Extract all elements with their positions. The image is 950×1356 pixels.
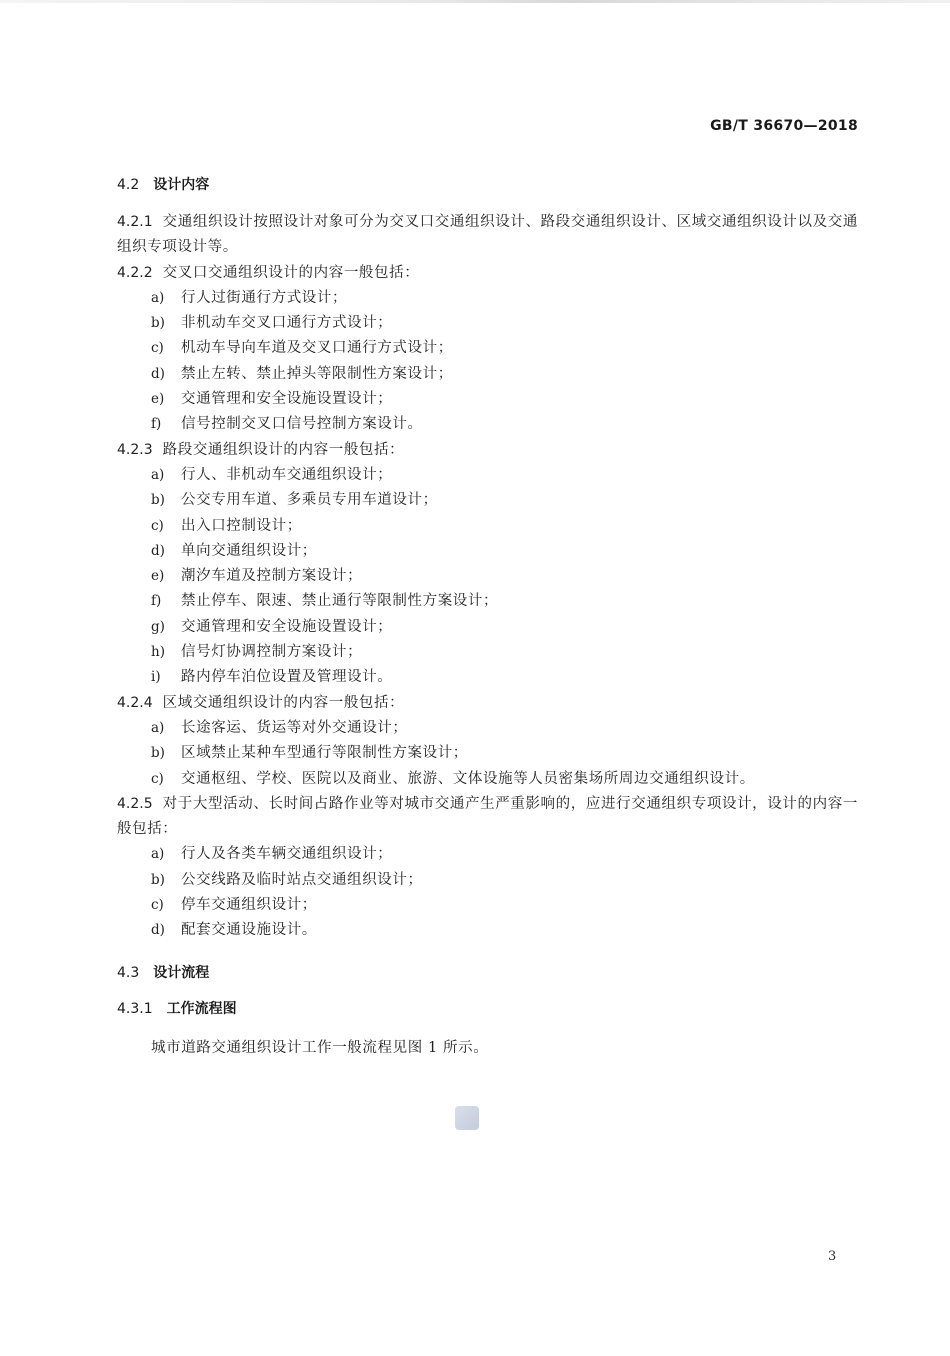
- list-text: 区域禁止某种车型通行等限制性方案设计；: [181, 745, 468, 762]
- list-item: [117, 842, 858, 867]
- list-text: 单向交通组织设计；: [181, 542, 317, 559]
- list-marker: a): [151, 289, 165, 306]
- list-item: [117, 893, 858, 918]
- list-text: 信号灯协调控制方案设计；: [181, 644, 363, 661]
- list-marker: d): [151, 922, 165, 939]
- list-text: 长途客运、货运等对外交通设计；: [181, 719, 408, 736]
- list-item: [117, 716, 858, 741]
- list-item: [117, 741, 858, 766]
- list-marker: d): [151, 542, 165, 559]
- list-item: [117, 336, 858, 361]
- list-text: 交通枢纽、学校、医院以及商业、旅游、文体设施等人员密集场所周边交通组织设计。: [181, 770, 755, 787]
- list-item: [117, 564, 858, 589]
- list-item: [117, 362, 858, 387]
- clause-number: 4.2.2: [117, 264, 153, 281]
- list-text: 潮汐车道及控制方案设计；: [181, 568, 363, 585]
- list-marker: i): [151, 669, 161, 686]
- list-item: [117, 463, 858, 488]
- clause-4-3-1-text: 城市道路交通组织设计工作一般流程见图 1 所示。: [151, 1039, 489, 1056]
- list-item: [117, 868, 858, 893]
- list-text: 禁止左转、禁止掉头等限制性方案设计；: [181, 365, 453, 382]
- list-text: 公交线路及临时站点交通组织设计；: [181, 871, 423, 888]
- clause-text: 交通组织设计按照设计对象可分为交叉口交通组织设计、路段交通组织设计、区域交通组织设计以及交通组织专项设计等。: [117, 214, 858, 256]
- list-item: [117, 918, 858, 943]
- list-marker: d): [151, 365, 165, 382]
- list-text: 禁止停车、限速、禁止通行等限制性方案设计；: [181, 593, 499, 610]
- list-item: [117, 514, 858, 539]
- list-marker: b): [151, 492, 165, 509]
- clause-number: 4.2.3: [117, 441, 153, 458]
- list-marker: g): [151, 618, 165, 635]
- list-marker: a): [151, 719, 165, 736]
- list-text: 信号控制交叉口信号控制方案设计。: [181, 416, 423, 433]
- clause-text: 路段交通组织设计的内容一般包括：: [162, 441, 405, 458]
- list-text: 行人、非机动车交通组织设计；: [181, 466, 393, 483]
- section-heading-4-2: [117, 174, 858, 196]
- scan-edge-shadow: [0, 0, 950, 3]
- list-item: [117, 640, 858, 665]
- page-number: 3: [828, 1249, 837, 1264]
- list-item: [117, 311, 858, 336]
- clause-number: 4.2.1: [117, 214, 153, 230]
- page-content: [117, 174, 858, 1061]
- list-item: [117, 615, 858, 640]
- clause-4-2-1: [117, 210, 858, 261]
- list-text: 公交专用车道、多乘员专用车道设计；: [181, 492, 438, 509]
- list-marker: c): [151, 770, 164, 787]
- list-marker: c): [151, 897, 164, 914]
- section-heading-4-3: [117, 962, 858, 984]
- list-marker: e): [151, 568, 165, 585]
- list-marker: c): [151, 517, 164, 534]
- section-title: 设计流程: [153, 964, 210, 981]
- list-item: [117, 589, 858, 614]
- list-text: 路内停车泊位设置及管理设计。: [181, 669, 393, 686]
- section-number: 4.3: [117, 964, 140, 981]
- list-text: 机动车导向车道及交叉口通行方式设计；: [181, 340, 453, 357]
- list-item: [117, 665, 858, 690]
- list-marker: f): [151, 593, 162, 610]
- list-item: [117, 488, 858, 513]
- list-item: [117, 539, 858, 564]
- list-text: 停车交通组织设计；: [181, 897, 317, 914]
- list-text: 交通管理和安全设施设置设计；: [181, 391, 393, 408]
- list-marker: a): [151, 466, 165, 483]
- list-marker: b): [151, 315, 165, 332]
- standard-number: GB/T 36670—2018: [710, 118, 858, 134]
- clause-number: 4.2.5: [117, 795, 153, 812]
- list-item: [117, 387, 858, 412]
- list-marker: e): [151, 391, 165, 408]
- clause-4-2-3: [117, 438, 858, 463]
- list-text: 配套交通设施设计。: [181, 922, 317, 939]
- list-item: [117, 286, 858, 311]
- list-text: 非机动车交叉口通行方式设计；: [181, 315, 393, 332]
- list-text: 交通管理和安全设施设置设计；: [181, 618, 393, 635]
- list-text: 行人及各类车辆交通组织设计；: [181, 846, 393, 863]
- list-marker: c): [151, 340, 164, 357]
- list-text: 行人过街通行方式设计；: [181, 289, 348, 306]
- section-title: 工作流程图: [166, 1000, 237, 1017]
- section-title: 设计内容: [153, 177, 210, 193]
- list-marker: h): [151, 644, 165, 661]
- clause-text: 区域交通组织设计的内容一般包括：: [162, 694, 405, 711]
- clause-text: 交叉口交通组织设计的内容一般包括：: [162, 264, 420, 281]
- clause-number: 4.2.4: [117, 694, 153, 711]
- list-marker: b): [151, 871, 165, 888]
- list-item: [117, 767, 858, 792]
- list-text: 出入口控制设计；: [181, 517, 302, 534]
- watermark-icon: [455, 1106, 479, 1130]
- section-number: 4.3.1: [117, 1000, 153, 1017]
- list-marker: a): [151, 846, 165, 863]
- section-heading-4-3-1: [117, 998, 858, 1020]
- clause-4-2-5: [117, 792, 858, 843]
- list-marker: f): [151, 416, 162, 433]
- clause-4-2-2: [117, 261, 858, 286]
- section-number: 4.2: [117, 177, 140, 193]
- list-marker: b): [151, 745, 165, 762]
- list-item: [117, 412, 858, 437]
- clause-4-2-4: [117, 691, 858, 716]
- clause-text: 对于大型活动、长时间占路作业等对城市交通产生严重影响的，应进行交通组织专项设计，设计的内容一般包括：: [117, 795, 858, 838]
